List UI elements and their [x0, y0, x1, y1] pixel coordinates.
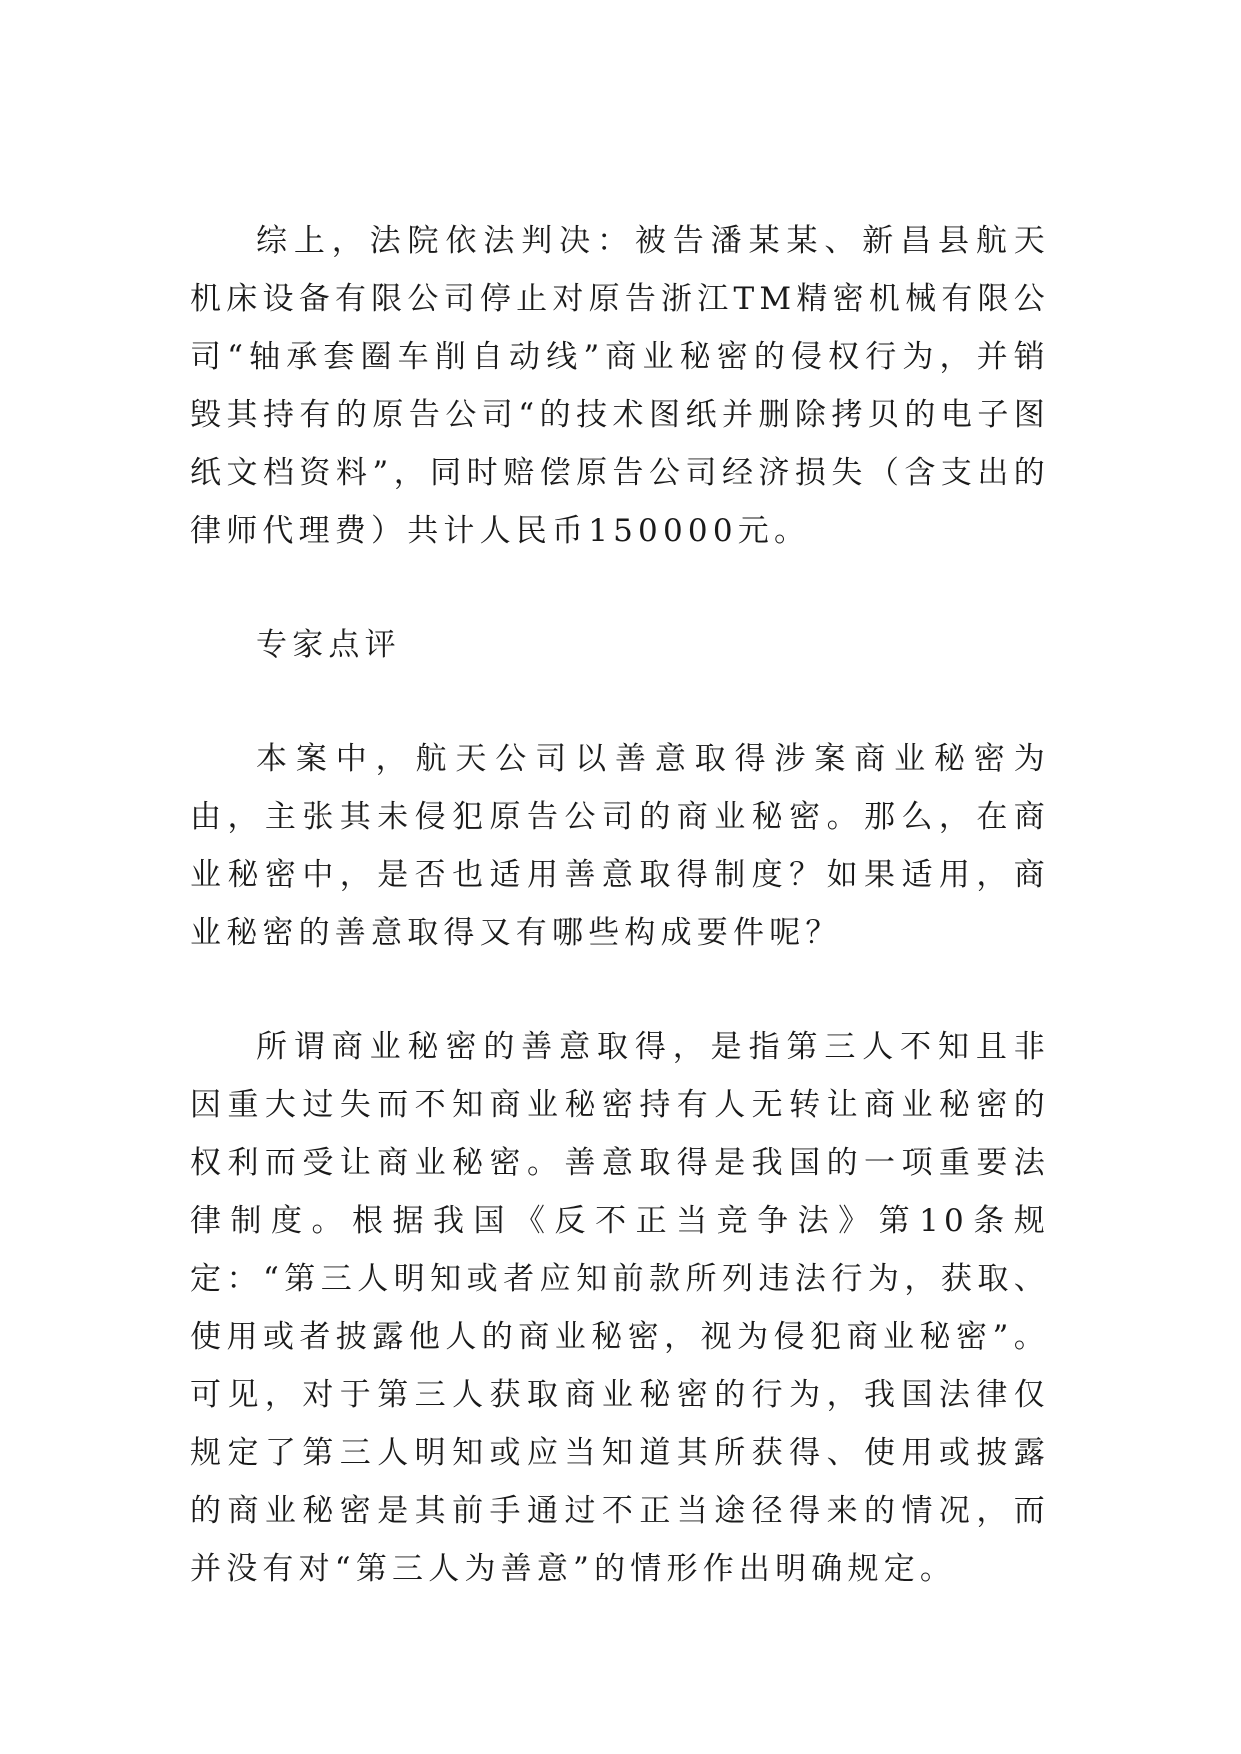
document-body	[190, 212, 1050, 1598]
section-heading: 专家点评	[256, 627, 401, 663]
judgment-paragraph: 综上，法院依法判决：被告潘某某、新昌县航天机床设备有限公司停止对原告浙江TM精密机械有限公司“轴承套圈车削自动线”商业秘密的侵权行为，并销毁其持有的原告公司“的技术图纸并删除拷贝的电子图纸文档资料”，同时赔偿原告公司经济损失（含支出的律师代理费）共计人民币150000元。	[190, 223, 1050, 549]
expert-question-paragraph: 本案中，航天公司以善意取得涉案商业秘密为由，主张其未侵犯原告公司的商业秘密。那么，在商业秘密中，是否也适用善意取得制度？如果适用，商业秘密的善意取得又有哪些构成要件呢？	[190, 741, 1050, 951]
good-faith-acquisition-paragraph: 所谓商业秘密的善意取得，是指第三人不知且非因重大过失而不知商业秘密持有人无转让商业秘密的权利而受让商业秘密。善意取得是我国的一项重要法律制度。根据我国《反不正当竞争法》第10条规定：“第三人明知或者应知前款所列违法行为，获取、使用或者披露他人的商业秘密，视为侵犯商业秘密”。可见，对于第三人获取商业秘密的行为，我国法律仅规定了第三人明知或应当知道其所获得、使用或披露的商业秘密是其前手通过不正当途径得来的情况，而并没有对“第三人为善意”的情形作出明确规定。	[190, 1029, 1050, 1587]
